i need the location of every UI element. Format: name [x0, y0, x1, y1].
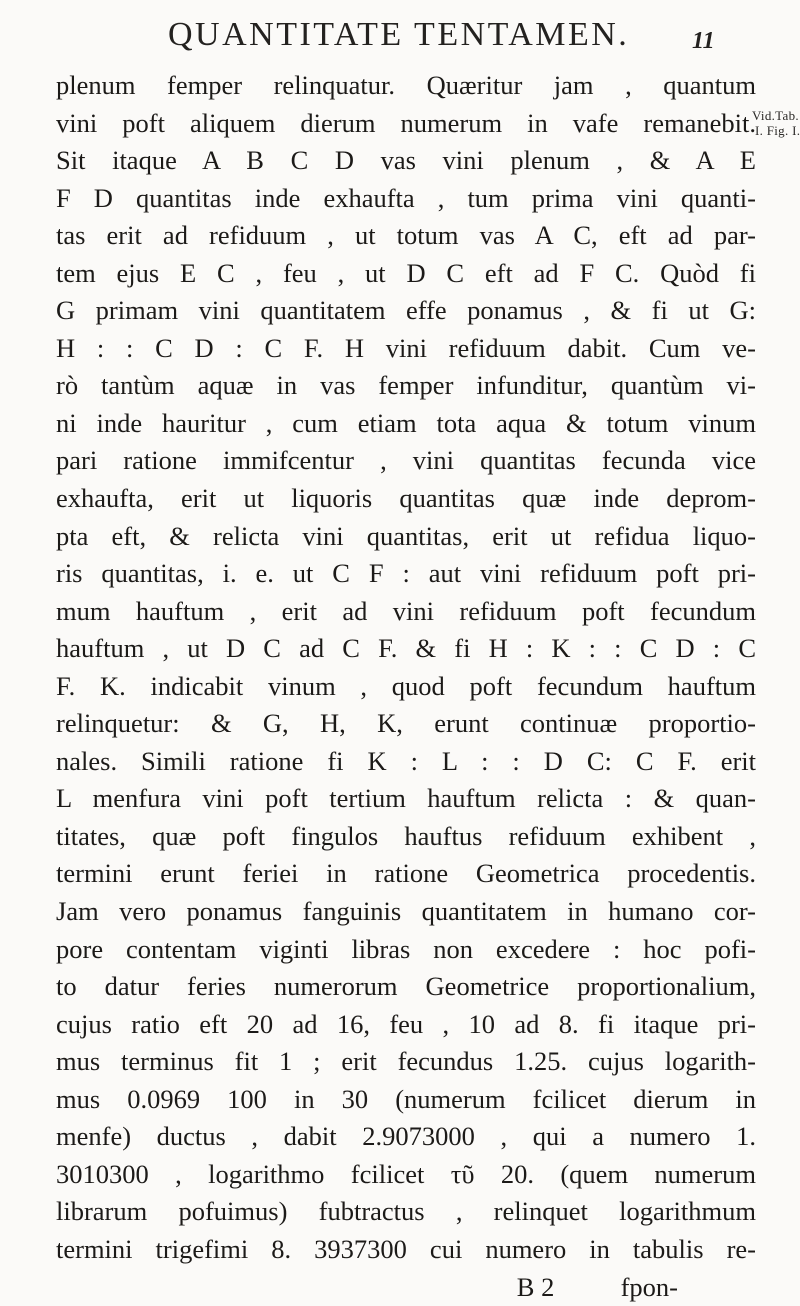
text-line: pari ratione immifcentur , vini quantitas fecunda vice — [56, 442, 756, 480]
text-line: exhaufta, erit ut liquoris quantitas quæ inde deprom- — [56, 480, 756, 518]
text-line: titates, quæ poft fingulos hauftus refiduum exhibent , — [56, 818, 756, 856]
text-line: plenum femper relinquatur. Quæritur jam , quantum — [56, 67, 756, 105]
text-line: cujus ratio eft 20 ad 16, feu , 10 ad 8. fi itaque pri- — [56, 1006, 756, 1044]
text-line: relinquetur: & G, H, K, erunt continuæ proportio- — [56, 705, 756, 743]
text-line: G primam vini quantitatem effe ponamus , & fi ut G: — [56, 292, 756, 330]
text-line: tem ejus E C , feu , ut D C eft ad F C. Quòd fi — [56, 255, 756, 293]
running-title: QUANTITATE TENTAMEN. — [168, 16, 629, 54]
text-line: ris quantitas, i. e. ut C F : aut vini refiduum poft pri- — [56, 555, 756, 593]
margin-note-line: I. Fig. I. — [752, 123, 798, 138]
text-line: Jam vero ponamus fanguinis quantitatem in humano cor- — [56, 893, 756, 931]
page-number: 11 — [692, 28, 715, 55]
margin-note-line: Vid.Tab. — [752, 108, 798, 123]
text-line: mus terminus fit 1 ; erit fecundus 1.25. cujus logarith- — [56, 1043, 756, 1081]
signature-catchword-line: B 2 fpon- — [56, 1269, 756, 1306]
text-line: nales. Simili ratione fi K : L : : D C: C F. erit — [56, 743, 756, 781]
running-head — [0, 14, 800, 66]
text-line: menfe) ductus , dabit 2.9073000 , qui a numero 1. — [56, 1118, 756, 1156]
text-line: termini erunt feriei in ratione Geometrica procedentis. — [56, 855, 756, 893]
body-text — [56, 67, 756, 1306]
text-line: hauftum , ut D C ad C F. & fi H : K : : C D : C — [56, 630, 756, 668]
text-line: rò tantùm aquæ in vas femper infunditur, quantùm vi- — [56, 367, 756, 405]
text-line: termini trigefimi 8. 3937300 cui numero in tabulis re- — [56, 1231, 756, 1269]
text-line: librarum pofuimus) fubtractus , relinquet logarithmum — [56, 1193, 756, 1231]
text-line: H : : C D : C F. H vini refiduum dabit. Cum ve- — [56, 330, 756, 368]
text-line: F. K. indicabit vinum , quod poft fecundum hauftum — [56, 668, 756, 706]
text-line: mum hauftum , erit ad vini refiduum poft fecundum — [56, 593, 756, 631]
text-line: pta eft, & relicta vini quantitas, erit ut refidua liquo- — [56, 518, 756, 556]
text-line: vini poft aliquem dierum numerum in vafe remanebit. — [56, 105, 756, 143]
text-line: tas erit ad refiduum , ut totum vas A C, eft ad par- — [56, 217, 756, 255]
text-line: ni inde hauritur , cum etiam tota aqua & totum vinum — [56, 405, 756, 443]
text-line: Sit itaque A B C D vas vini plenum , & A E — [56, 142, 756, 180]
text-line: to datur feries numerorum Geometrice proportionalium, — [56, 968, 756, 1006]
text-line: mus 0.0969 100 in 30 (numerum fcilicet dierum in — [56, 1081, 756, 1119]
text-line: F D quantitas inde exhaufta , tum prima vini quanti- — [56, 180, 756, 218]
margin-note — [752, 108, 798, 138]
text-line: 3010300 , logarithmo fcilicet τῦ 20. (quem numerum — [56, 1156, 756, 1194]
text-line: L menfura vini poft tertium hauftum relicta : & quan- — [56, 780, 756, 818]
text-line: pore contentam viginti libras non excedere : hoc pofi- — [56, 931, 756, 969]
